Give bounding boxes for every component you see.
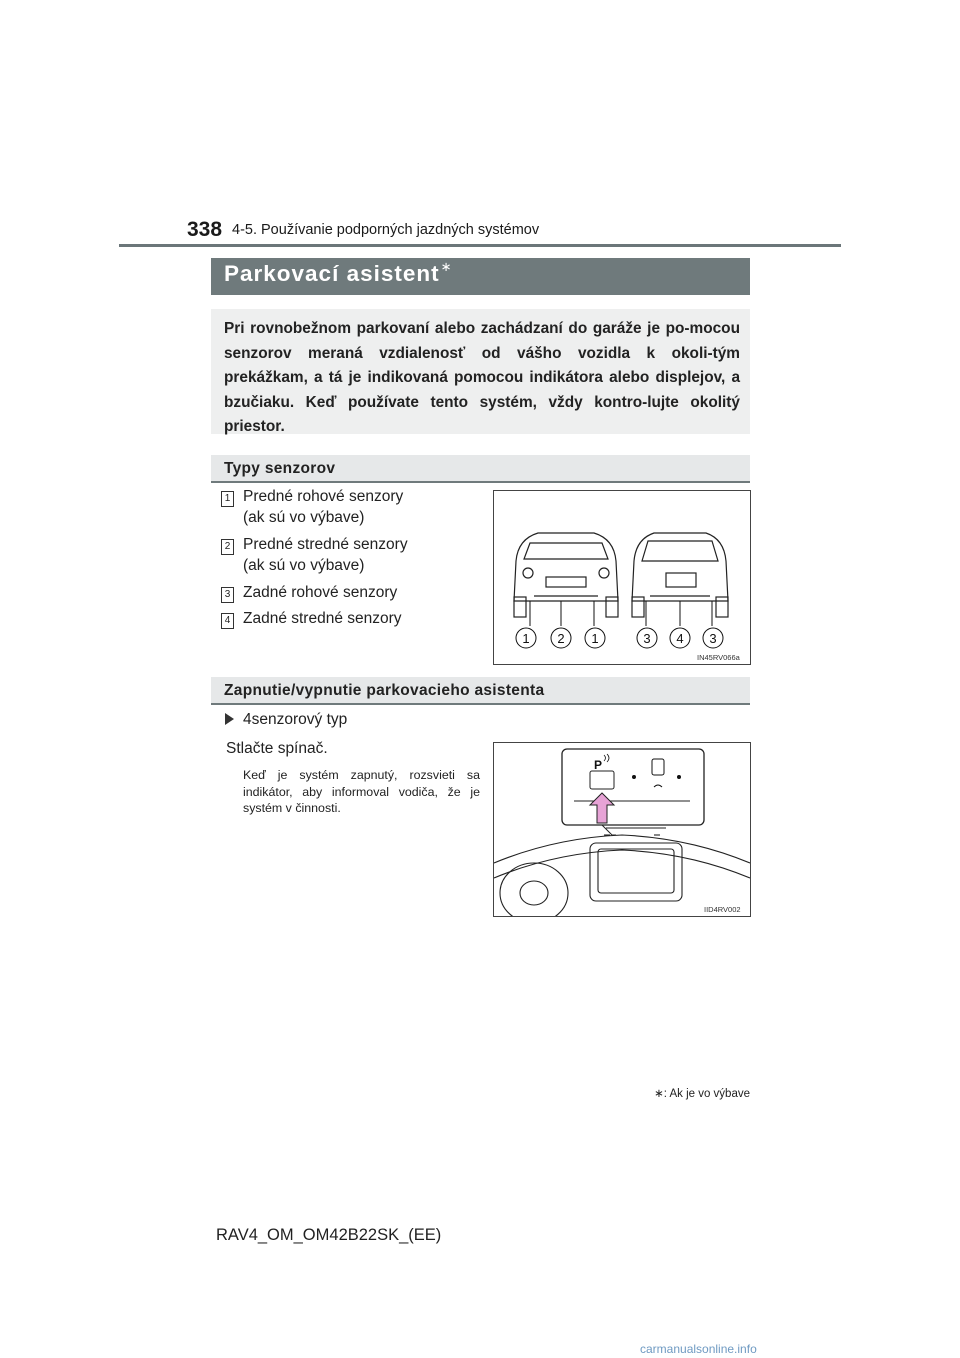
instruction-text: Stlačte spínač. — [226, 740, 328, 757]
header-rule — [119, 244, 841, 247]
item-number-3: 3 — [221, 587, 234, 603]
title-marker: ∗ — [440, 259, 453, 274]
section-title-switch: Zapnutie/vypnutie parkovacieho asistenta — [224, 682, 545, 699]
callout-label-2: 2 — [557, 631, 565, 646]
sensor-item-3-line1: Zadné rohové senzory — [243, 584, 398, 601]
sensor-item-2-line2: (ak sú vo výbave) — [243, 557, 365, 574]
car-front-rear-illustration — [494, 491, 750, 664]
sensor-item-1 — [243, 486, 403, 528]
item-number-2: 2 — [221, 539, 234, 555]
section-title-sensor-types: Typy senzorov — [224, 460, 336, 477]
intro-text: Pri rovnobežnom parkovaní alebo zachádzaní do garáže je po-mocou senzorov meraná vzdialenosť od vášho vozidla k okoli-tým prekážkam, a tá je indikovaná pomocou indikátora alebo displejov, a bzučiaku. Keď používate tento systém, vždy kontro-lujte okolitý priestor. — [224, 320, 740, 436]
bullet-triangle-icon — [225, 713, 234, 725]
callout-label-1b: 1 — [591, 631, 599, 646]
chapter-title: 4-5. Používanie podporných jazdných systémov — [232, 222, 540, 238]
switch-p-symbol: P — [594, 758, 603, 772]
switch-location-diagram — [493, 742, 751, 917]
sensor-item-1-line2: (ak sú vo výbave) — [243, 509, 365, 526]
sensor-item-1-line1: Predné rohové senzory — [243, 488, 404, 505]
sensor-item-4 — [243, 608, 402, 629]
zoom-callout-box — [562, 749, 704, 825]
footnote-text: : Ak je vo výbave — [663, 1088, 750, 1100]
page-title — [224, 261, 453, 287]
callout-label-1a: 1 — [522, 631, 530, 646]
page-title-text: Parkovací asistent — [224, 261, 440, 286]
sensor-type-label: 4senzorový typ — [243, 711, 348, 728]
sensor-item-3 — [243, 582, 397, 603]
parking-assist-switch[interactable] — [590, 771, 614, 789]
footer-document-code: RAV4_OM_OM42B22SK_(EE) — [216, 1226, 442, 1244]
sensor-item-2 — [243, 534, 408, 576]
page-number: 338 — [187, 218, 223, 241]
figure-code-1: IN45RV066a — [697, 653, 740, 662]
sensor-diagram — [493, 490, 751, 665]
callout-label-4: 4 — [676, 631, 684, 646]
dashboard-illustration — [494, 743, 750, 916]
item-number-1: 1 — [221, 491, 234, 507]
callout-label-3a: 3 — [643, 631, 651, 646]
sensor-item-2-line1: Predné stredné senzory — [243, 536, 408, 553]
footnote — [620, 1086, 750, 1100]
instruction-note: Keď je systém zapnutý, rozsvieti sa indikátor, aby informoval vodiča, že je systém v činnosti. — [243, 768, 480, 815]
sensor-item-4-line1: Zadné stredné senzory — [243, 610, 402, 627]
figure-code-2: IID4RV002 — [704, 905, 741, 914]
footnote-marker: ∗ — [654, 1088, 664, 1100]
item-number-4: 4 — [221, 613, 234, 629]
watermark: carmanualsonline.info — [640, 1342, 757, 1356]
callout-label-3b: 3 — [709, 631, 717, 646]
